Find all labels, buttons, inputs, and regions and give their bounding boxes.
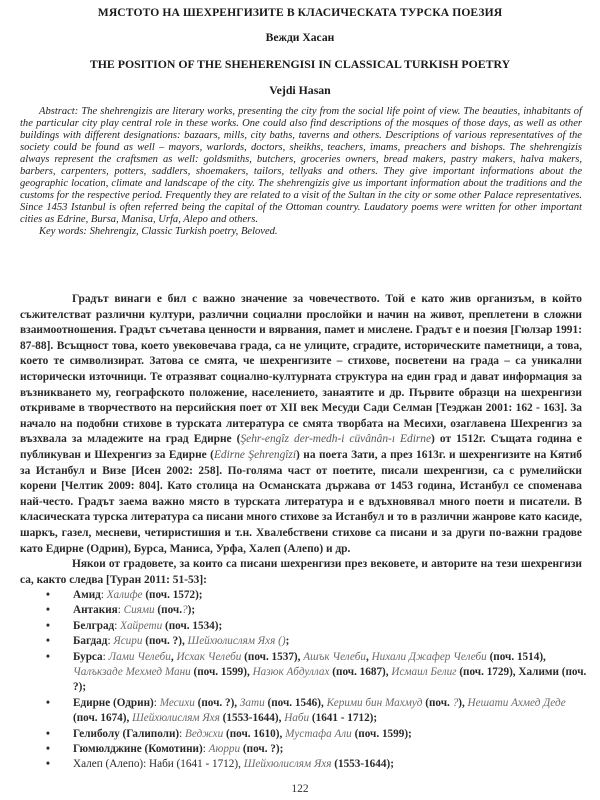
poet-name: Аюрри	[208, 743, 241, 756]
date-text: (1553-1644),	[219, 712, 285, 725]
poet-name: Сиями	[123, 604, 155, 617]
poet-name: Ясири	[113, 635, 143, 648]
poet-name: Шейхюлислям Яхя	[132, 712, 220, 725]
city-name: Едирне (Одрин)	[73, 696, 154, 709]
paragraph-1-italic-2: Edirne Şehrengîzi	[213, 448, 297, 461]
paragraph-1-part-a: Градът винаги е бил с важно значение за човечеството. Той е като жив организъм, в който съжителстват различни култури, различни социални прослойки и начин на живот, преплетени в сложни взаимоотношения. Градът съчетава ценности и вярвания, памет и мислене. Градът е и поезия [Гюлзар 1991: 87-88]. Всъщност това, което увековечава града, са не улиците, сградите, историческите паметници, а това, което те символизират. Затова се смята, че шехренгизите – стихове, посветени на града – са уникални исторически източници. Те отразяват социално-културната структура на един град и дават информация за възникването му, географското положение, населението, занаятите и др. Първите образци на шехренгизи откриваме в творчеството на персийския поет от XII век Месуди Сади Селман [Теэджан 2001: 162 - 163]. За начало на подобни стихове в турската литература се смята творбата на Месихи, озаглавена Шехренгиз за възхвала за младежите на град Едирне (	[20, 293, 582, 446]
poet-name: Нихали Джафер Челеби	[371, 650, 487, 663]
list-item: • Бурса: Лами Челеби, Исхак Челеби (поч. 1537), Ашък Челеби, Нихали Джафер Челеби (поч. 1514), Чалъкзаде Мехмед Мани (поч. 1599), Назюк Абдуллах (поч. 1687), Исмаил Белиг (поч. 1729), Халими (поч. ?);	[46, 650, 587, 694]
list-item: • Антакия: Сиями (поч.?);	[0, 603, 593, 618]
poet-name: Нешати Ахмед Деде	[467, 696, 566, 709]
city-name: Халеп (Алепо): Наби (1641 - 1712),	[73, 758, 244, 771]
bullet-icon: •	[46, 604, 50, 617]
date-text: (поч. 1546),	[264, 696, 327, 709]
poet-name: Месихи	[159, 696, 195, 709]
body-text	[20, 292, 582, 588]
abstract-text: Abstract: The shehrengizis are literary works, presenting the city from the social life point of view. The beauties, inhabitants of the particular city play central role in these works. One could also find descriptions of the mosques of those days, as well as other buildings with different designations: bazaars, mills, city baths, taverns and others. Descriptions of various representatives of the society could be found as well – mayors, warlords, doctors, sheikhs, teachers, imams, preachers and bishops. The shehrengizis always represent the craftsmen as well: goldsmiths, butchers, groceries owners, bread makers, pastry makers, halva makers, barbers, carpenters, potters, saddlers, shoemakers, tailors, tellyaks and others. They give important informations about the geographic location, climate and landscape of the city. The shehrengizis give us important information about the traditions and the customs for the respective period. Frequently they are related to a visit of the Sultan in the city or some other Palace representatives. Since 1453 Istanbul is often referred being the capital of the Ottoman country. Laudatory poems were written for other important cities as Edrine, Bursa, Manisa, Urfa, Alepo and others.	[20, 106, 582, 226]
paragraph-1	[20, 292, 582, 557]
title-bulgarian: МЯСТОТО НА ШЕХРЕНГИЗИТЕ В КЛАСИЧЕСКАТА ТУРСКА ПОЕЗИЯ	[97, 6, 503, 19]
poet-name: Веджхи	[185, 727, 224, 740]
poet-name: Назюк Абдуллах	[252, 666, 330, 679]
date-text: ,	[170, 650, 177, 663]
poet-name: Халифе	[106, 589, 143, 601]
date-text: ),	[458, 696, 468, 709]
title-english: THE POSITION OF THE SHEHERENGISI IN CLASSICAL TURKISH POETRY	[89, 57, 511, 71]
poet-name: Исхак Челеби	[176, 650, 242, 663]
list-item	[0, 757, 593, 772]
bullet-icon: •	[46, 696, 50, 709]
paragraph-1-italic-1: Şehr-engîz der-medh-i cüvânân-ı Edirne	[240, 433, 432, 446]
city-name: Гюмюлджине (Комотини)	[73, 743, 203, 756]
city-name: Амид	[73, 589, 101, 601]
date-text: (поч. 1599);	[351, 727, 412, 740]
list-item: • Багдад: Ясири (поч. ?), Шейхюлислям Яхя ();	[0, 634, 593, 649]
poet-name: Шейхюлислям Яхя ()	[187, 635, 286, 648]
poet-name: Чалъкзаде Мехмед Мани	[73, 666, 191, 679]
bullet-icon: •	[46, 589, 50, 601]
date-text: (поч. ?);	[240, 743, 284, 756]
poet-name: Зати	[239, 696, 265, 709]
date-text: (поч. ?),	[142, 635, 188, 648]
paragraph-1-part-c: ) на поета Зати, а през 1613г. и шехренгизите на Кятиб за Истанбул и Визе [Исен 2002: 258]. По-голяма част от поетите, писали шехренгизи, са с румелийски корени [Челтик 2009: 804]. Като столица на Османската държава от 1453 година, Истанбул се споменава най-често. Градът заема важно място в турската литература и е вдъхновявал много поети и писатели. В класическата турска литература са писани много стихове за Истанбул и то в различни жанрове като касиде, шаркъ, газел, месневи, четиристишия и т.н. Хвалебствени стихове са писани и за други по-важни градове като Едирне (Одрин), Бурса, Маниса, Урфа, Халеп (Алепо) и др.	[20, 448, 583, 555]
bullet-icon: •	[46, 758, 50, 771]
date-text: (поч. 1572);	[142, 589, 203, 601]
list-item: • Едирне (Одрин): Месихи (поч. ?), Зати (поч. 1546), Керими бин Махмуд (поч. ?), Нешати Ахмед Деде (поч. 1674), Шейхюлислям Яхя (1553-1644), Наби (1641 - 1712);	[46, 696, 566, 725]
date-text: (поч. 1514),	[486, 650, 546, 663]
list-item: • Белград: Хайрети (поч. 1534);	[0, 619, 593, 634]
date-text: (поч.	[422, 696, 453, 709]
city-name: Багдад	[73, 635, 108, 648]
date-text: (поч. 1674),	[73, 712, 133, 725]
date-text: (поч. 1610),	[223, 727, 286, 740]
poet-name: Шейхюлислям Яхя	[243, 758, 332, 771]
bullet-icon: •	[46, 727, 50, 740]
date-text: (поч. 1537),	[241, 650, 304, 663]
paragraph-1-part-b: ) от 1512г. Същата година е публикуван и Шехренгиз за Едирне (	[20, 433, 582, 461]
bullet-icon: •	[46, 743, 50, 756]
city-name: Гелиболу (Галиполи)	[73, 727, 180, 740]
paragraph-2: Някои от градовете, за които са писани шехренгизи през вековете, и авторите на тези шехренгизи са, както следва [Туран 2011: 51-53]:	[20, 558, 582, 586]
date-text: (1641 - 1712);	[309, 712, 378, 725]
poet-name: Наби	[284, 712, 310, 725]
poet-name: Хайрети	[120, 619, 163, 632]
poet-name: Халими	[518, 666, 559, 679]
page-number: 122	[291, 783, 309, 795]
list-item: • Гюмюлджине (Комотини): Аюрри (поч. ?);	[0, 742, 593, 757]
date-text: (поч. ?),	[194, 696, 240, 709]
date-text: (поч. 1534);	[162, 619, 223, 632]
date-text: (поч. 1599),	[190, 666, 253, 679]
poet-name: ?	[452, 696, 459, 709]
author-english: Vejdi Hasan	[269, 83, 331, 97]
city-name: Белград	[73, 619, 115, 632]
city-author-list	[0, 588, 600, 773]
keywords: Key words: Shehrengiz, Classic Turkish poetry, Beloved.	[39, 226, 278, 238]
poet-name: Ашък Челеби	[303, 650, 366, 663]
poet-name: Керими бин Махмуд	[326, 696, 423, 709]
city-name: Антакия	[73, 604, 118, 617]
city-name: Бурса	[73, 650, 103, 663]
bullet-icon: •	[46, 619, 50, 632]
poet-name: Лами Челеби	[108, 650, 171, 663]
list-item: • Амид: Халифе (поч. 1572);	[0, 588, 593, 603]
abstract	[20, 106, 582, 239]
bullet-icon: •	[46, 650, 50, 663]
bullet-icon: •	[46, 635, 50, 648]
poet-name: ?	[182, 604, 188, 617]
date-text: (поч. 1729),	[456, 666, 519, 679]
author-bulgarian: Вежди Хасан	[265, 31, 335, 44]
list-item: • Гелиболу (Галиполи): Веджхи (поч. 1610), Мустафа Али (поч. 1599);	[0, 727, 593, 742]
date-text: );	[187, 604, 196, 617]
date-text: (поч.	[154, 604, 182, 617]
date-text: (поч. ?);	[73, 666, 587, 694]
poet-name: Мустафа Али	[285, 727, 352, 740]
date-text: (1553-1644);	[331, 758, 394, 771]
poet-name: Исмаил Белиг	[391, 666, 457, 679]
date-text: (поч. 1687),	[329, 666, 392, 679]
date-text: ,	[365, 650, 372, 663]
date-text: ;	[285, 635, 290, 648]
